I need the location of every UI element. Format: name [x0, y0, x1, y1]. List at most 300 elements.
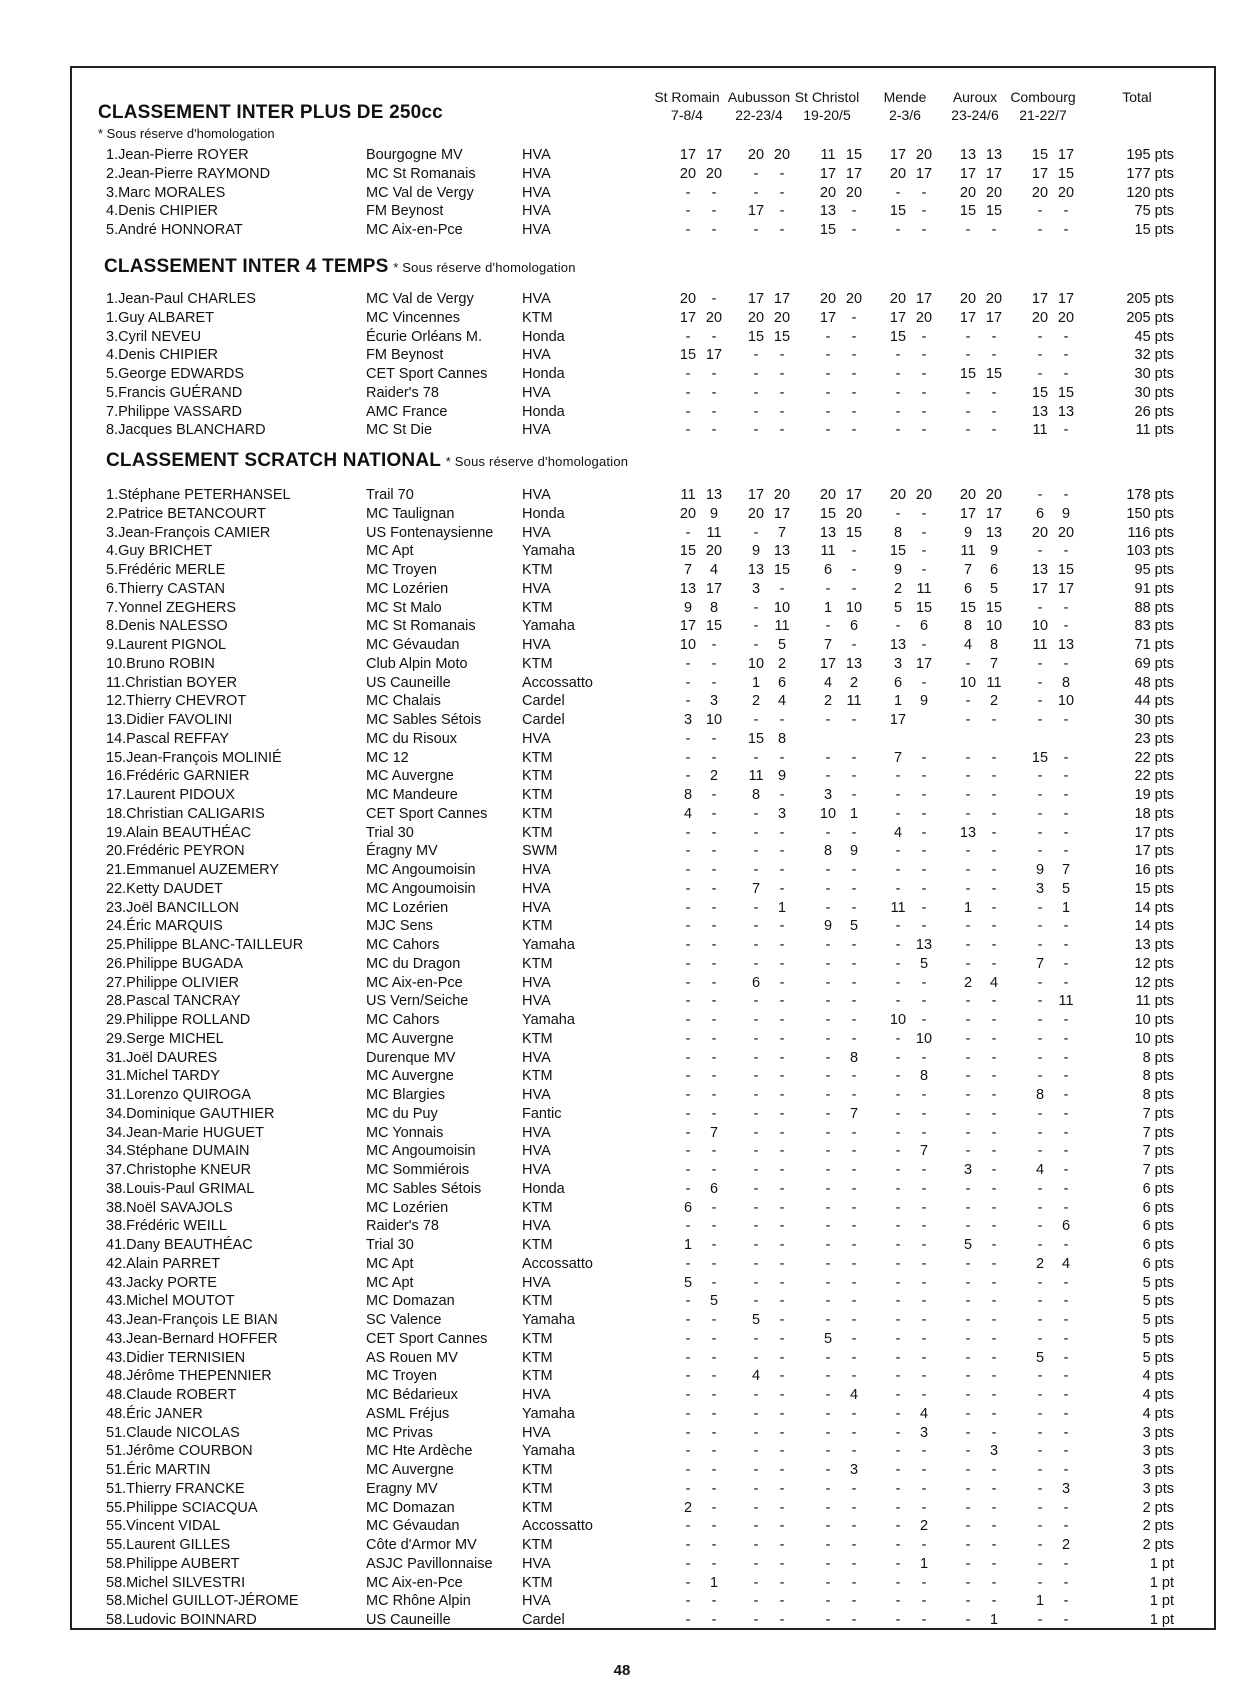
race-score: 20 — [1057, 524, 1075, 541]
race-score: - — [991, 712, 997, 728]
rider-name: 31.Michel TARDY — [106, 1068, 220, 1085]
race-score: - — [965, 1405, 971, 1422]
race-score: 15 — [773, 562, 791, 578]
rider-name: 4.Denis CHIPIER — [106, 347, 219, 364]
race-score: - — [779, 1012, 785, 1028]
total-points: 3 pts — [1142, 1443, 1174, 1460]
race-score: - — [851, 1143, 857, 1160]
race-score: - — [779, 1574, 785, 1591]
race-score: - — [825, 1237, 831, 1253]
race-score: - — [1063, 222, 1069, 238]
race-score: - — [711, 328, 717, 345]
race-score: 1 — [849, 805, 859, 822]
race-score: - — [1037, 712, 1043, 728]
race-score: 20 — [889, 165, 907, 182]
rider-club: MC Aix-en-Pce — [366, 974, 463, 991]
table-row — [72, 1030, 1218, 1049]
race-score: 20 — [773, 487, 791, 503]
race-score: 7 — [1035, 955, 1045, 972]
total-points: 75 pts — [1134, 203, 1174, 220]
race-score: - — [711, 1424, 717, 1441]
race-score: 3 — [751, 580, 761, 597]
race-score: - — [851, 974, 857, 991]
race-score: - — [1037, 1405, 1043, 1422]
table-row — [72, 1367, 1218, 1386]
page-number: 48 — [613, 1662, 631, 1679]
rider-make: HVA — [522, 384, 551, 401]
race-score: - — [711, 1162, 717, 1178]
race-score: - — [1037, 1068, 1043, 1085]
race-score: 2 — [751, 693, 761, 710]
race-score: - — [991, 1537, 997, 1553]
table-row — [72, 1555, 1218, 1574]
total-points: 4 pts — [1142, 1387, 1174, 1403]
rider-club: MC Auvergne — [366, 768, 454, 785]
race-score: - — [779, 1499, 785, 1516]
race-score: - — [1037, 347, 1043, 364]
total-points: 14 pts — [1134, 918, 1174, 935]
race-score: - — [825, 1443, 831, 1460]
race-score: - — [711, 1030, 717, 1047]
race-score: 11 — [846, 693, 862, 710]
race-score: 20 — [889, 487, 907, 503]
rider-club: MC Bédarieux — [366, 1387, 458, 1403]
table-row — [72, 1611, 1218, 1630]
table-row — [72, 1049, 1218, 1068]
total-points: 205 pts — [1126, 309, 1174, 326]
total-points: 11 pts — [1135, 422, 1174, 439]
race-score: - — [825, 1424, 831, 1441]
race-score: 15 — [985, 203, 1003, 220]
race-score: - — [895, 1518, 901, 1535]
race-score: - — [779, 1480, 785, 1497]
race-score: - — [753, 347, 759, 364]
race-score: 15 — [1031, 147, 1049, 163]
race-score: - — [685, 937, 691, 953]
race-score: - — [753, 403, 759, 420]
race-score: 11 — [986, 674, 1002, 691]
race-score: 17 — [1031, 291, 1049, 307]
race-score: - — [685, 1443, 691, 1460]
race-score: 17 — [985, 309, 1003, 326]
race-score: - — [851, 1030, 857, 1047]
total-points: 205 pts — [1126, 291, 1174, 307]
race-score: - — [851, 1087, 857, 1103]
race-score: 5 — [963, 1237, 973, 1253]
race-score: 8 — [751, 787, 761, 803]
race-score: - — [965, 1218, 971, 1235]
table-row — [72, 1442, 1218, 1461]
rider-name: 55.Vincent VIDAL — [106, 1518, 221, 1535]
race-score: - — [779, 403, 785, 420]
total-points: 10 pts — [1134, 1030, 1174, 1047]
race-score: - — [779, 1274, 785, 1291]
race-score: - — [685, 1518, 691, 1535]
race-score: 11 — [680, 487, 696, 503]
race-score: - — [711, 1068, 717, 1085]
race-score: - — [1037, 366, 1043, 382]
race-score: - — [825, 1180, 831, 1197]
race-score: - — [895, 1443, 901, 1460]
race-score: - — [921, 1387, 927, 1403]
race-score: - — [851, 203, 857, 220]
race-score: - — [825, 618, 831, 635]
race-score: - — [895, 422, 901, 439]
race-score: - — [921, 1499, 927, 1516]
race-score: - — [779, 422, 785, 439]
race-score: 3 — [823, 787, 833, 803]
race-score: - — [1063, 1049, 1069, 1066]
race-score: 15 — [959, 599, 977, 616]
race-score: 1 — [751, 674, 761, 691]
race-score: - — [685, 1030, 691, 1047]
race-score: - — [921, 543, 927, 560]
race-score: - — [851, 1199, 857, 1216]
race-score: - — [753, 1199, 759, 1216]
rider-club: MC Apt — [366, 543, 414, 560]
race-score: - — [779, 580, 785, 597]
race-score: - — [895, 1199, 901, 1216]
race-score: - — [1063, 1462, 1069, 1478]
race-score: - — [753, 1143, 759, 1160]
rider-club: MC Lozérien — [366, 580, 449, 597]
table-row — [72, 165, 1218, 184]
race-score: 9 — [777, 768, 787, 785]
table-row — [72, 1292, 1218, 1311]
race-score: - — [779, 1368, 785, 1385]
race-score: - — [685, 1387, 691, 1403]
table-row — [72, 1311, 1218, 1330]
rider-name: 9.Laurent PIGNOL — [106, 637, 227, 653]
rider-make: Cardel — [522, 712, 565, 728]
race-score: - — [895, 862, 901, 878]
race-score: 10 — [747, 655, 765, 672]
race-score: - — [1063, 1443, 1069, 1460]
race-score: - — [779, 165, 785, 182]
rider-name: 51.Éric MARTIN — [106, 1462, 211, 1478]
race-score: - — [685, 524, 691, 541]
race-score: 17 — [845, 487, 863, 503]
race-score: - — [895, 1537, 901, 1553]
section-note-inter-250cc: * Sous réserve d'homologation — [98, 126, 275, 141]
race-score: 7 — [1061, 862, 1071, 878]
race-score: - — [825, 1105, 831, 1122]
rider-club: FM Beynost — [366, 347, 444, 364]
table-row — [72, 1274, 1218, 1293]
rider-name: 48.Jérôme THEPENNIER — [106, 1368, 272, 1385]
race-score: 13 — [819, 524, 837, 541]
race-score: - — [991, 403, 997, 420]
rider-club: MC Auvergne — [366, 1462, 454, 1478]
rider-club: MC Aix-en-Pce — [366, 222, 463, 238]
race-score: - — [711, 384, 717, 401]
race-score: 20 — [679, 505, 697, 522]
race-score: - — [991, 862, 997, 878]
rider-name: 34.Stéphane DUMAIN — [106, 1143, 250, 1160]
race-score: - — [685, 880, 691, 897]
race-score: - — [685, 328, 691, 345]
race-score: - — [753, 1612, 759, 1628]
race-score: - — [991, 1574, 997, 1591]
table-row — [72, 309, 1218, 328]
race-score: - — [825, 862, 831, 878]
race-score: - — [851, 637, 857, 653]
rider-make: HVA — [522, 1218, 551, 1235]
rider-club: MC Lozérien — [366, 1199, 449, 1216]
race-score: 17 — [819, 309, 837, 326]
race-score: - — [895, 918, 901, 935]
total-points: 17 pts — [1134, 824, 1174, 841]
rider-name: 25.Philippe BLANC-TAILLEUR — [106, 937, 304, 953]
race-score: - — [991, 1255, 997, 1272]
rider-make: KTM — [522, 805, 553, 822]
race-score: 8 — [849, 1049, 859, 1066]
race-score: - — [1063, 347, 1069, 364]
total-points: 45 pts — [1134, 328, 1174, 345]
race-score: - — [711, 1237, 717, 1253]
rider-make: KTM — [522, 1293, 553, 1310]
race-score: 1 — [1035, 1593, 1045, 1610]
table-row — [72, 749, 1218, 768]
race-score: - — [991, 1424, 997, 1441]
race-score: - — [685, 222, 691, 238]
race-score: - — [1037, 1124, 1043, 1141]
race-score: - — [851, 1255, 857, 1272]
race-score: - — [753, 637, 759, 653]
race-score: - — [1063, 1180, 1069, 1197]
race-score: - — [711, 403, 717, 420]
race-score: - — [753, 1330, 759, 1347]
race-score: - — [851, 1480, 857, 1497]
race-score: - — [711, 974, 717, 991]
race-score: - — [711, 1312, 717, 1328]
total-points: 5 pts — [1142, 1330, 1174, 1347]
table-row — [72, 384, 1218, 403]
race-score: 17 — [959, 505, 977, 522]
race-score: - — [825, 403, 831, 420]
race-score: - — [711, 843, 717, 860]
race-score: 3 — [893, 655, 903, 672]
race-score: - — [851, 347, 857, 364]
rider-club: AS Rouen MV — [366, 1349, 458, 1366]
rider-make: KTM — [522, 1068, 553, 1085]
race-score: - — [753, 1274, 759, 1291]
rider-make: HVA — [522, 974, 551, 991]
race-score: - — [921, 1049, 927, 1066]
total-points: 19 pts — [1134, 787, 1174, 803]
table-row — [72, 1124, 1218, 1143]
race-score: - — [851, 712, 857, 728]
race-score: 10 — [985, 618, 1003, 635]
race-score: 17 — [1057, 291, 1075, 307]
rider-make: KTM — [522, 1199, 553, 1216]
race-score: 17 — [679, 618, 697, 635]
race-score: - — [1063, 1012, 1069, 1028]
race-score: - — [965, 955, 971, 972]
race-score: - — [685, 843, 691, 860]
race-score: - — [753, 1105, 759, 1122]
rider-make: KTM — [522, 1368, 553, 1385]
race-score: - — [991, 1237, 997, 1253]
race-score: 15 — [1057, 165, 1075, 182]
race-score: - — [1063, 768, 1069, 785]
race-score: - — [685, 955, 691, 972]
race-score: - — [1037, 1330, 1043, 1347]
race-score: 20 — [915, 309, 933, 326]
race-score: - — [1063, 1518, 1069, 1535]
race-score: 3 — [709, 693, 719, 710]
race-score: - — [921, 824, 927, 841]
race-score: - — [779, 1424, 785, 1441]
rider-club: MC Domazan — [366, 1499, 455, 1516]
race-score: 10 — [889, 1012, 907, 1028]
race-score: - — [685, 1480, 691, 1497]
rider-club: MJC Sens — [366, 918, 433, 935]
race-score: - — [895, 1105, 901, 1122]
total-points: 195 pts — [1126, 147, 1174, 163]
race-score: - — [779, 1387, 785, 1403]
race-score: - — [753, 1124, 759, 1141]
race-score: - — [753, 1012, 759, 1028]
race-score: - — [825, 712, 831, 728]
race-score: 7 — [683, 562, 693, 578]
table-row — [72, 421, 1218, 440]
table-row — [72, 561, 1218, 580]
race-score: - — [711, 1443, 717, 1460]
race-score: - — [965, 1480, 971, 1497]
race-score: - — [711, 1049, 717, 1066]
rider-name: 24.Éric MARQUIS — [106, 918, 223, 935]
header-aubusson: Aubusson 22-23/4 — [727, 89, 791, 123]
table-row — [72, 786, 1218, 805]
race-score: 2 — [777, 655, 787, 672]
race-score: - — [851, 1218, 857, 1235]
race-score: - — [685, 824, 691, 841]
race-score: - — [965, 862, 971, 878]
race-score: 20 — [985, 487, 1003, 503]
race-score: 4 — [1035, 1162, 1045, 1178]
race-score: - — [1037, 899, 1043, 916]
race-score: - — [921, 880, 927, 897]
section-note-scratch-national: * Sous réserve d'homologation — [445, 454, 629, 469]
race-score: 17 — [773, 291, 791, 307]
rider-name: 1.Guy ALBARET — [106, 309, 214, 326]
table-row — [72, 1499, 1218, 1518]
race-score: - — [685, 384, 691, 401]
race-score: 5 — [919, 955, 929, 972]
table-row — [72, 290, 1218, 309]
race-score: - — [753, 1555, 759, 1572]
table-row — [72, 580, 1218, 599]
race-score: 17 — [889, 712, 907, 728]
rider-club: MC Angoumoisin — [366, 880, 476, 897]
table-row — [72, 1330, 1218, 1349]
race-score: - — [753, 366, 759, 382]
race-score: 10 — [959, 674, 977, 691]
race-score: - — [895, 1330, 901, 1347]
rider-name: 31.Lorenzo QUIROGA — [106, 1087, 252, 1103]
race-score: - — [753, 1574, 759, 1591]
rider-club: MC Blargies — [366, 1087, 445, 1103]
race-score: - — [779, 1237, 785, 1253]
race-score: - — [685, 1012, 691, 1028]
race-score: - — [991, 1518, 997, 1535]
rider-name: 43.Jacky PORTE — [106, 1274, 217, 1291]
race-score: 11 — [774, 618, 790, 635]
race-score: - — [991, 993, 997, 1010]
race-score: - — [921, 422, 927, 439]
rider-make: HVA — [522, 637, 551, 653]
race-score: 20 — [1031, 184, 1049, 201]
table-row — [72, 1592, 1218, 1611]
race-score: - — [851, 1162, 857, 1178]
race-score: - — [1037, 1537, 1043, 1553]
race-score: - — [753, 165, 759, 182]
total-points: 6 pts — [1142, 1237, 1174, 1253]
race-score: - — [851, 384, 857, 401]
race-score: - — [965, 1593, 971, 1610]
rider-name: 1.Stéphane PETERHANSEL — [106, 487, 291, 503]
rider-name: 38.Noël SAVAJOLS — [106, 1199, 233, 1216]
race-score: - — [685, 1068, 691, 1085]
race-score: 17 — [959, 309, 977, 326]
race-score: 17 — [915, 655, 933, 672]
race-score: - — [1037, 1237, 1043, 1253]
race-score: 13 — [889, 637, 907, 653]
race-score: - — [1037, 674, 1043, 691]
race-score: 15 — [1057, 562, 1075, 578]
race-score: - — [965, 1349, 971, 1366]
race-score: 17 — [819, 165, 837, 182]
race-score: - — [921, 403, 927, 420]
rider-club: Éragny MV — [366, 843, 438, 860]
rider-club: MC Taulignan — [366, 505, 455, 522]
rider-make: HVA — [522, 862, 551, 878]
total-points: 30 pts — [1134, 366, 1174, 382]
rider-club: MC du Puy — [366, 1105, 438, 1122]
race-score: - — [825, 1255, 831, 1272]
race-score: 17 — [889, 147, 907, 163]
race-score: - — [965, 347, 971, 364]
total-points: 17 pts — [1134, 843, 1174, 860]
rider-club: MC 12 — [366, 749, 409, 766]
race-score: - — [921, 1593, 927, 1610]
race-score: - — [825, 993, 831, 1010]
rider-club: MC Lozérien — [366, 899, 449, 916]
race-score: - — [779, 824, 785, 841]
race-score: 1 — [893, 693, 903, 710]
race-score: - — [779, 1443, 785, 1460]
race-score: - — [779, 712, 785, 728]
race-score: - — [711, 899, 717, 916]
race-score: - — [851, 1124, 857, 1141]
race-score: - — [1037, 543, 1043, 560]
race-score: 5 — [849, 918, 859, 935]
race-score: - — [1063, 787, 1069, 803]
rider-club: MC Cahors — [366, 1012, 440, 1028]
table-row — [72, 146, 1218, 165]
rider-name: 43.Jean-François LE BIAN — [106, 1312, 278, 1328]
race-score: - — [921, 366, 927, 382]
rider-name: 13.Didier FAVOLINI — [106, 712, 233, 728]
race-score: - — [991, 1405, 997, 1422]
header-mende: Mende 2-3/6 — [883, 89, 927, 123]
total-points: 1 pt — [1149, 1574, 1174, 1591]
rider-make: HVA — [522, 730, 551, 747]
race-score: - — [851, 993, 857, 1010]
race-score: - — [779, 1612, 785, 1628]
rider-make: KTM — [522, 1030, 553, 1047]
